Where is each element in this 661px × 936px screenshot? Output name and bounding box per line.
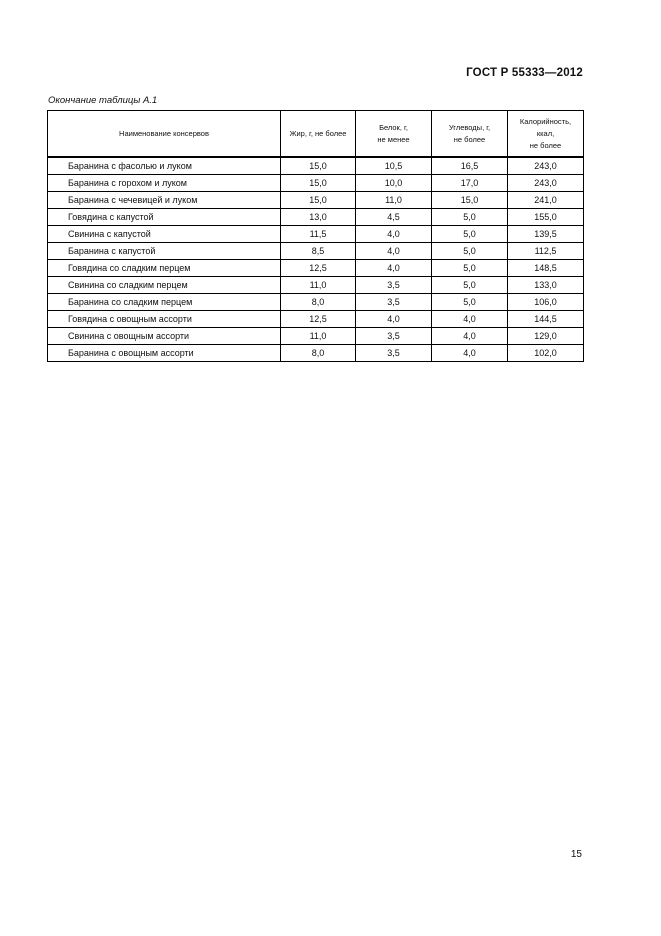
cell-fat: 15,0 bbox=[281, 175, 356, 192]
table-row bbox=[48, 277, 584, 294]
cell-carbs: 5,0 bbox=[432, 260, 508, 277]
cell-protein: 10,5 bbox=[356, 157, 432, 175]
cell-fat: 8,0 bbox=[281, 345, 356, 362]
cell-protein: 4,0 bbox=[356, 260, 432, 277]
cell-carbs: 4,0 bbox=[432, 345, 508, 362]
table-row bbox=[48, 209, 584, 226]
cell-carbs: 5,0 bbox=[432, 277, 508, 294]
table-body bbox=[48, 157, 584, 362]
cell-fat: 15,0 bbox=[281, 192, 356, 209]
table-row bbox=[48, 226, 584, 243]
cell-carbs: 5,0 bbox=[432, 243, 508, 260]
table-row bbox=[48, 192, 584, 209]
cell-calories: 155,0 bbox=[508, 209, 584, 226]
cell-fat: 11,0 bbox=[281, 277, 356, 294]
cell-product-name: Баранина с фасолью и луком bbox=[48, 157, 281, 175]
cell-calories: 139,5 bbox=[508, 226, 584, 243]
cell-fat: 11,5 bbox=[281, 226, 356, 243]
cell-product-name: Баранина с горохом и луком bbox=[48, 175, 281, 192]
cell-fat: 12,5 bbox=[281, 260, 356, 277]
cell-protein: 3,5 bbox=[356, 328, 432, 345]
cell-product-name: Баранина со сладким перцем bbox=[48, 294, 281, 311]
cell-protein: 11,0 bbox=[356, 192, 432, 209]
table-header-row bbox=[48, 111, 584, 158]
table-row bbox=[48, 345, 584, 362]
cell-fat: 12,5 bbox=[281, 311, 356, 328]
cell-calories: 148,5 bbox=[508, 260, 584, 277]
cell-product-name: Баранина с чечевицей и луком bbox=[48, 192, 281, 209]
table-row bbox=[48, 243, 584, 260]
cell-product-name: Говядина с овощным ассорти bbox=[48, 311, 281, 328]
cell-product-name: Говядина со сладким перцем bbox=[48, 260, 281, 277]
cell-calories: 102,0 bbox=[508, 345, 584, 362]
cell-carbs: 5,0 bbox=[432, 209, 508, 226]
table-row bbox=[48, 328, 584, 345]
cell-protein: 4,0 bbox=[356, 226, 432, 243]
cell-fat: 15,0 bbox=[281, 157, 356, 175]
table-row bbox=[48, 260, 584, 277]
cell-calories: 243,0 bbox=[508, 175, 584, 192]
column-header-fat: Жир, г, не более bbox=[281, 111, 356, 158]
table-caption: Окончание таблицы А.1 bbox=[48, 95, 158, 106]
cell-carbs: 17,0 bbox=[432, 175, 508, 192]
page-number: 15 bbox=[570, 849, 582, 860]
cell-product-name: Свинина с капустой bbox=[48, 226, 281, 243]
cell-calories: 129,0 bbox=[508, 328, 584, 345]
column-header-carbs: Углеводы, г, не более bbox=[432, 111, 508, 158]
cell-carbs: 16,5 bbox=[432, 157, 508, 175]
column-header-protein: Белок, г, не менее bbox=[356, 111, 432, 158]
cell-fat: 8,0 bbox=[281, 294, 356, 311]
column-header-calories: Калорийность, ккал, не более bbox=[508, 111, 584, 158]
cell-protein: 4,5 bbox=[356, 209, 432, 226]
cell-carbs: 4,0 bbox=[432, 311, 508, 328]
column-header-name: Наименование консервов bbox=[48, 111, 281, 158]
table-row bbox=[48, 157, 584, 175]
cell-protein: 4,0 bbox=[356, 311, 432, 328]
cell-fat: 11,0 bbox=[281, 328, 356, 345]
cell-protein: 10,0 bbox=[356, 175, 432, 192]
cell-calories: 144,5 bbox=[508, 311, 584, 328]
table-row bbox=[48, 311, 584, 328]
cell-carbs: 4,0 bbox=[432, 328, 508, 345]
table-row bbox=[48, 175, 584, 192]
cell-calories: 112,5 bbox=[508, 243, 584, 260]
nutrition-table bbox=[47, 110, 584, 362]
cell-fat: 8,5 bbox=[281, 243, 356, 260]
cell-product-name: Говядина с капустой bbox=[48, 209, 281, 226]
document-code: ГОСТ Р 55333—2012 bbox=[466, 67, 583, 79]
cell-fat: 13,0 bbox=[281, 209, 356, 226]
cell-protein: 3,5 bbox=[356, 294, 432, 311]
cell-carbs: 5,0 bbox=[432, 294, 508, 311]
cell-carbs: 5,0 bbox=[432, 226, 508, 243]
cell-product-name: Свинина с овощным ассорти bbox=[48, 328, 281, 345]
cell-calories: 106,0 bbox=[508, 294, 584, 311]
cell-product-name: Свинина со сладким перцем bbox=[48, 277, 281, 294]
cell-calories: 243,0 bbox=[508, 157, 584, 175]
cell-protein: 4,0 bbox=[356, 243, 432, 260]
cell-carbs: 15,0 bbox=[432, 192, 508, 209]
cell-product-name: Баранина с капустой bbox=[48, 243, 281, 260]
table-row bbox=[48, 294, 584, 311]
cell-product-name: Баранина с овощным ассорти bbox=[48, 345, 281, 362]
cell-calories: 133,0 bbox=[508, 277, 584, 294]
cell-protein: 3,5 bbox=[356, 277, 432, 294]
cell-calories: 241,0 bbox=[508, 192, 584, 209]
cell-protein: 3,5 bbox=[356, 345, 432, 362]
